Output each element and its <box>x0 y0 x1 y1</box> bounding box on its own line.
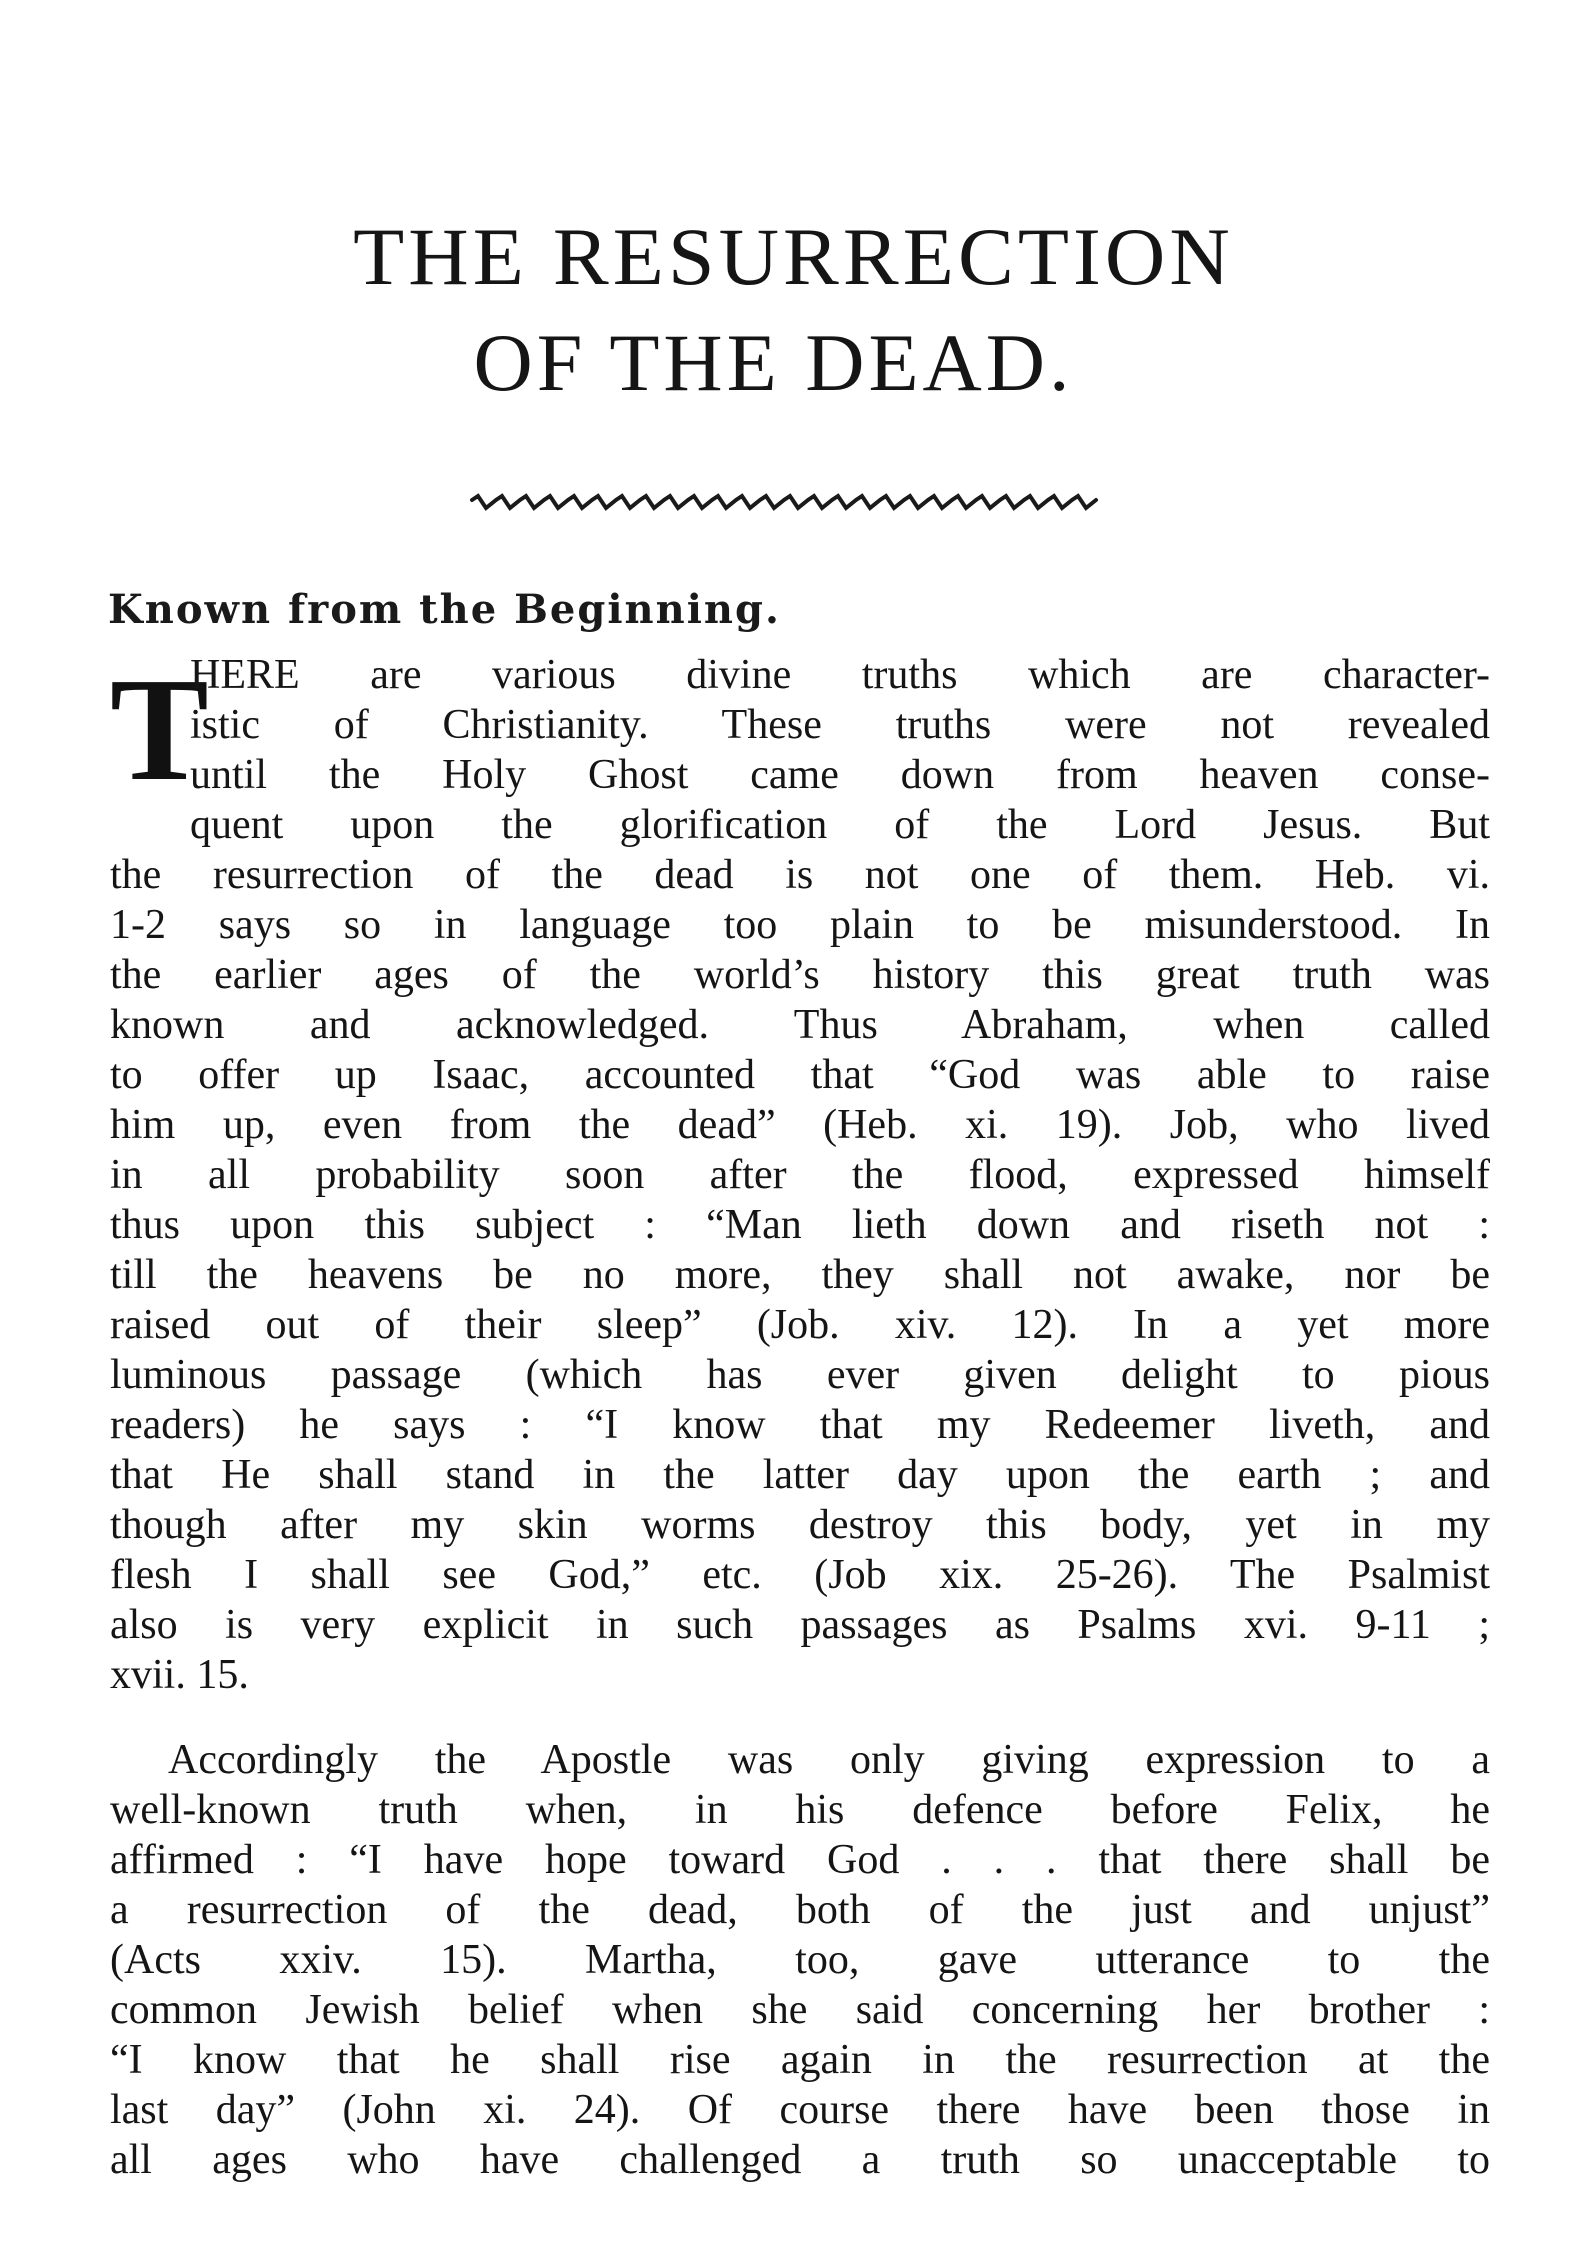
text-line: quent upon the glorification of the Lord Jesus. But <box>190 802 1490 848</box>
text-line: affirmed : “I have hope toward God . . . that there shall be <box>110 1837 1490 1883</box>
text-line: (Acts xxiv. 15). Martha, too, gave utterance to the <box>110 1937 1490 1983</box>
paragraph-1 <box>110 650 1490 1700</box>
text-line: “I know that he shall rise again in the resurrection at the <box>110 2037 1490 2083</box>
text-line: HERE are various divine truths which are character- <box>190 652 1490 698</box>
drop-cap: T <box>110 648 209 812</box>
text-line: last day” (John xi. 24). Of course there have been those in <box>110 2087 1490 2133</box>
text-line: raised out of their sleep” (Job. xiv. 12). In a yet more <box>110 1302 1490 1348</box>
text-line: Accordingly the Apostle was only giving expression to a <box>168 1737 1490 1783</box>
text-line: to offer up Isaac, accounted that “God was able to raise <box>110 1052 1490 1098</box>
text-line: the earlier ages of the world’s history this great truth was <box>110 952 1490 998</box>
wavy-rule-ornament-icon <box>468 488 1118 518</box>
text-line: though after my skin worms destroy this body, yet in my <box>110 1502 1490 1548</box>
text-line: the resurrection of the dead is not one of them. Heb. vi. <box>110 852 1490 898</box>
section-heading: Known from the Beginning. <box>108 586 781 633</box>
page-title-line-2: OF THE DEAD. <box>473 317 1074 408</box>
text-line: well-known truth when, in his defence before Felix, he <box>110 1787 1490 1833</box>
text-line: istic of Christianity. These truths were not revealed <box>190 702 1490 748</box>
paragraph-2 <box>110 1735 1490 2185</box>
text-line: 1-2 says so in language too plain to be misunderstood. In <box>110 902 1490 948</box>
text-line: common Jewish belief when she said concerning her brother : <box>110 1987 1490 2033</box>
text-line: till the heavens be no more, they shall not awake, nor be <box>110 1252 1490 1298</box>
text-line: thus upon this subject : “Man lieth down and riseth not : <box>110 1202 1490 1248</box>
text-line: luminous passage (which has ever given delight to pious <box>110 1352 1490 1398</box>
text-line: that He shall stand in the latter day upon the earth ; and <box>110 1452 1490 1498</box>
text-line: xvii. 15. <box>110 1652 249 1698</box>
text-line: him up, even from the dead” (Heb. xi. 19). Job, who lived <box>110 1102 1490 1148</box>
text-line: readers) he says : “I know that my Redeemer liveth, and <box>110 1402 1490 1448</box>
text-line: known and acknowledged. Thus Abraham, when called <box>110 1002 1490 1048</box>
text-line: a resurrection of the dead, both of the just and unjust” <box>110 1887 1490 1933</box>
text-line: until the Holy Ghost came down from heaven conse- <box>190 752 1490 798</box>
text-line: also is very explicit in such passages as Psalms xvi. 9-11 ; <box>110 1602 1490 1648</box>
page-title-line-1: THE RESURRECTION <box>353 211 1234 302</box>
text-line: flesh I shall see God,” etc. (Job xix. 25-26). The Psalmist <box>110 1552 1490 1598</box>
text-line: in all probability soon after the flood, expressed himself <box>110 1152 1490 1198</box>
text-line: all ages who have challenged a truth so unacceptable to <box>110 2137 1490 2183</box>
